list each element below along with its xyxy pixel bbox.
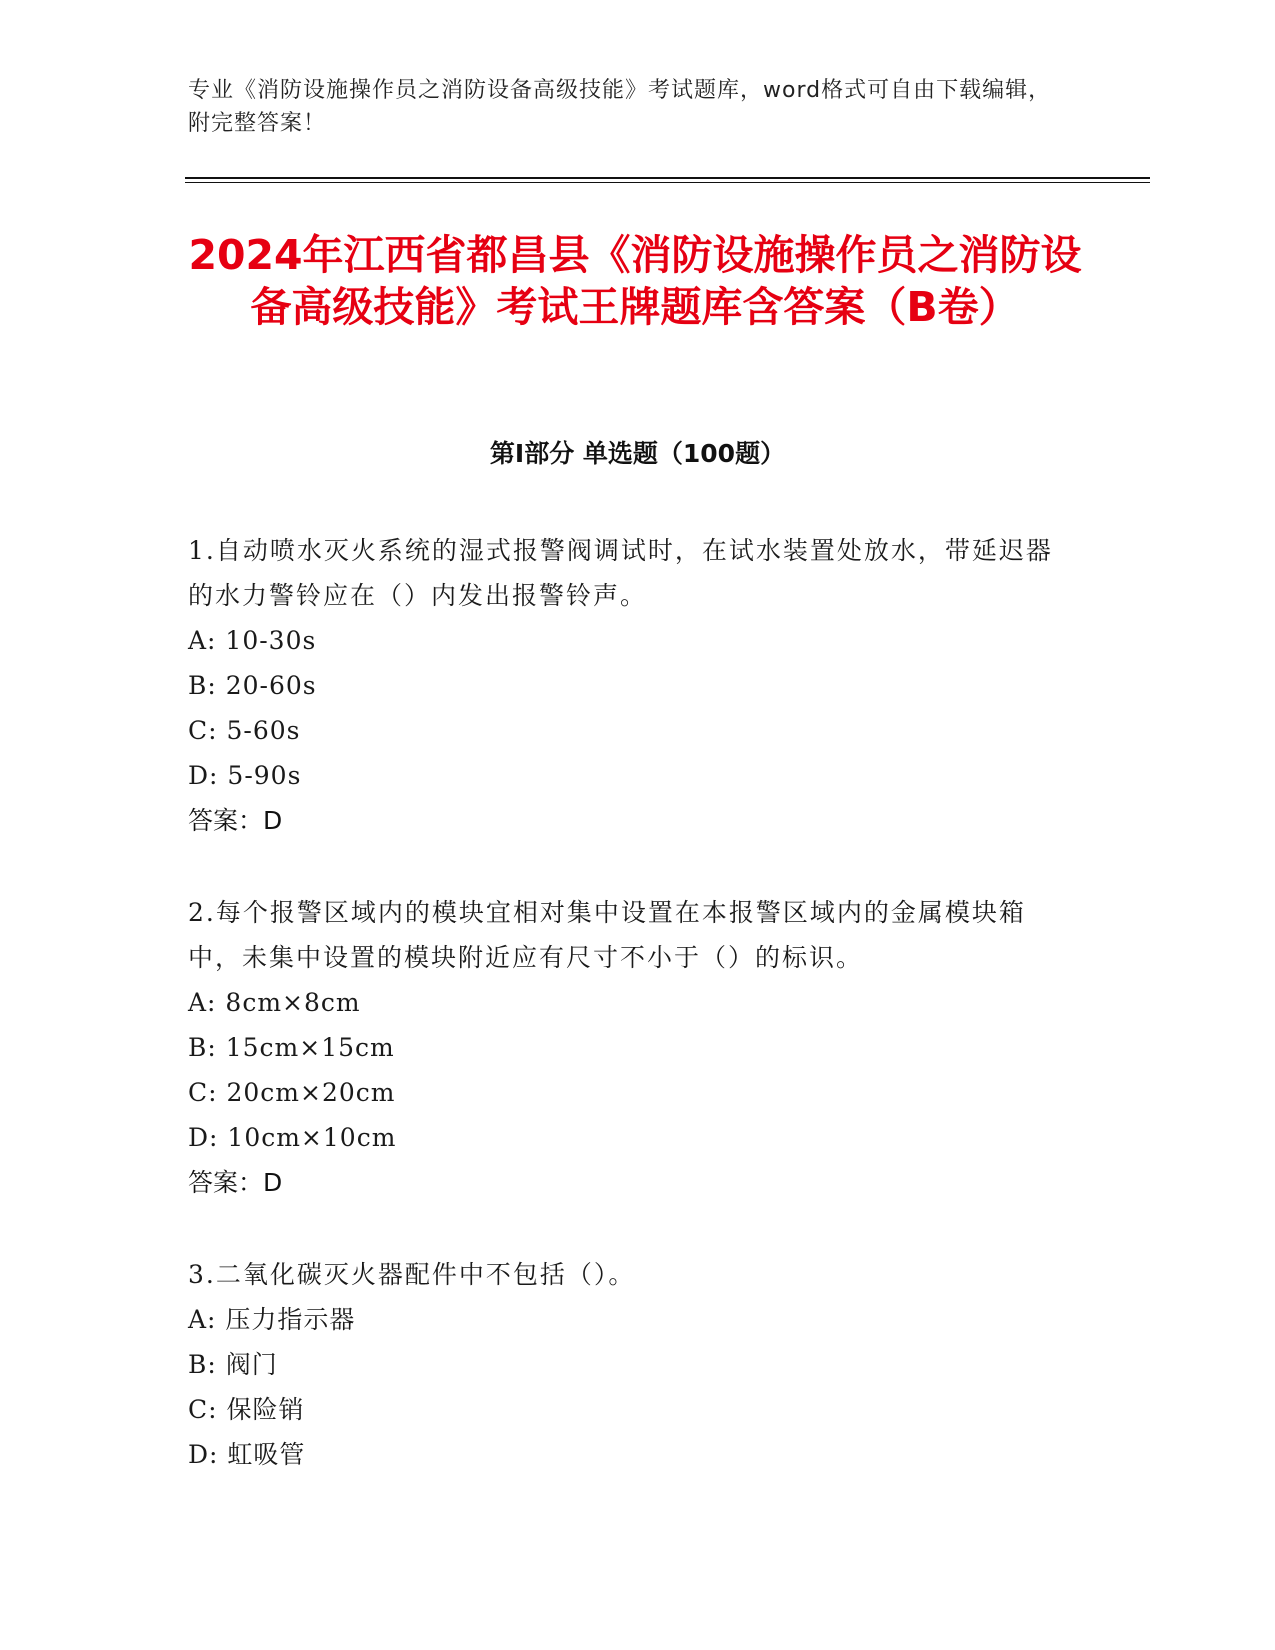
option-a: A: 8cm×8cm bbox=[188, 988, 361, 1017]
answer: 答案：D bbox=[188, 806, 283, 835]
answer: 答案：D bbox=[188, 1168, 283, 1197]
header-note: 专业《消防设施操作员之消防设备高级技能》考试题库，word格式可自由下载编辑，附完整答案！ bbox=[188, 78, 1052, 136]
option-a: A: 压力指示器 bbox=[188, 1305, 356, 1334]
option-d: D: 5-90s bbox=[188, 761, 302, 790]
option-c: C: 20cm×20cm bbox=[188, 1078, 396, 1107]
question-2 bbox=[188, 890, 1068, 1205]
option-b: B: 20-60s bbox=[188, 671, 317, 700]
question-3 bbox=[188, 1252, 1068, 1477]
question-stem: 3.二氧化碳灭火器配件中不包括（）。 bbox=[188, 1260, 636, 1289]
option-b: B: 15cm×15cm bbox=[188, 1033, 395, 1062]
document-title: 2024年江西省都昌县《消防设施操作员之消防设备高级技能》考试王牌题库含答案（B卷） bbox=[188, 231, 1082, 331]
option-c: C: 5-60s bbox=[188, 716, 301, 745]
option-a: A: 10-30s bbox=[188, 626, 317, 655]
section-heading: 第Ⅰ部分 单选题（100题） bbox=[489, 439, 786, 468]
question-stem: 2.每个报警区域内的模块宜相对集中设置在本报警区域内的金属模块箱中，未集中设置的模块附近应有尺寸不小于（）的标识。 bbox=[188, 898, 1026, 972]
question-stem: 1.自动喷水灭火系统的湿式报警阀调试时，在试水装置处放水，带延迟器的水力警铃应在（）内发出报警铃声。 bbox=[188, 536, 1053, 610]
question-1 bbox=[188, 528, 1068, 843]
option-d: D: 虹吸管 bbox=[188, 1440, 306, 1469]
option-b: B: 阀门 bbox=[188, 1350, 278, 1379]
header-divider-thin bbox=[185, 182, 1150, 183]
header-divider bbox=[185, 177, 1150, 179]
option-d: D: 10cm×10cm bbox=[188, 1123, 397, 1152]
option-c: C: 保险销 bbox=[188, 1395, 305, 1424]
